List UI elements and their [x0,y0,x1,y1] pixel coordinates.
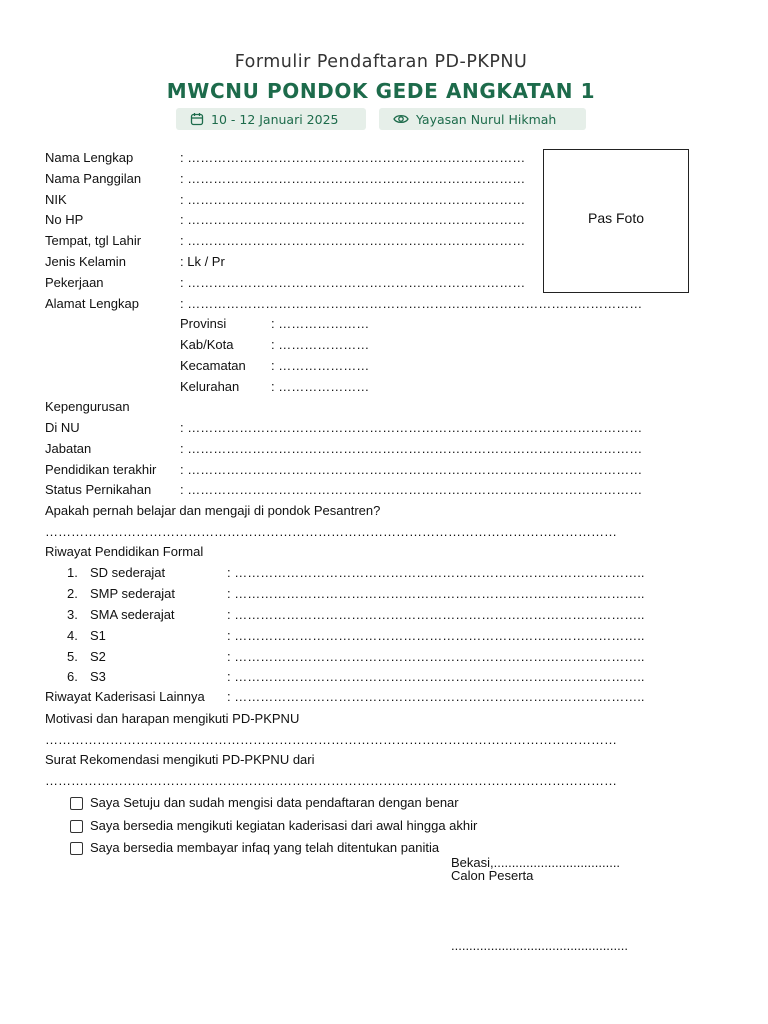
edu-number: 5. [67,649,78,664]
edu-number: 6. [67,669,78,684]
field-rekomendasi[interactable]: …………………………………………………………………………………………………………………… [45,773,617,788]
label-kepengurusan: Kepengurusan [45,399,130,414]
form-title: Formulir Pendaftaran PD-PKPNU [234,52,528,72]
label-jenis-kelamin: Jenis Kelamin [45,254,126,269]
field-jenis-kelamin[interactable]: : Lk / Pr [180,254,225,269]
field-alamat[interactable]: : …………………………………………………………………………………………… [180,296,643,311]
edu-field-s1[interactable]: : ………………………………………………………………………………….. [227,628,645,643]
label-pekerjaan: Pekerjaan [45,275,104,290]
signature-role: Calon Peserta [451,868,534,883]
label-kab-kota: Kab/Kota [180,337,234,352]
date-badge [176,108,366,130]
edu-field-sd[interactable]: : ………………………………………………………………………………….. [227,565,645,580]
label-provinsi: Provinsi [180,316,227,331]
field-di-nu[interactable]: : …………………………………………………………………………………………… [180,420,643,435]
agreement-label-2: Saya bersedia mengikuti kegiatan kaderisasi dari awal hingga akhir [90,818,478,833]
label-kecamatan: Kecamatan [180,358,246,373]
calendar-icon [190,112,204,126]
label-no-hp: No HP [45,212,84,227]
form-subtitle: MWCNU PONDOK GEDE ANGKATAN 1 [166,79,596,103]
label-ttl: Tempat, tgl Lahir [45,233,142,248]
field-kaderisasi[interactable]: : ………………………………………………………………………………….. [227,689,645,704]
field-provinsi[interactable]: : ………………… [271,316,370,331]
photo-box[interactable] [543,149,689,293]
field-nik[interactable]: : …………………………………………………………………… [180,192,526,207]
edu-field-s3[interactable]: : ………………………………………………………………………………….. [227,669,645,684]
label-status: Status Pernikahan [45,482,152,497]
label-riwayat-formal: Riwayat Pendidikan Formal [45,544,204,559]
edu-label-sd: SD sederajat [90,565,166,580]
location-eye-icon [393,112,409,126]
label-motivasi: Motivasi dan harapan mengikuti PD-PKPNU [45,711,300,726]
field-kecamatan[interactable]: : ………………… [271,358,370,373]
edu-number: 3. [67,607,78,622]
signature-line[interactable]: ................................................. [451,938,628,953]
label-kaderisasi: Riwayat Kaderisasi Lainnya [45,689,205,704]
edu-label-s3: S3 [90,669,106,684]
edu-label-s1: S1 [90,628,106,643]
edu-number: 2. [67,586,78,601]
edu-label-smp: SMP sederajat [90,586,176,601]
label-jabatan: Jabatan [45,441,92,456]
agreement-checkbox-1[interactable] [70,797,83,810]
agreement-label-3: Saya bersedia membayar infaq yang telah ditentukan panitia [90,840,440,855]
field-status[interactable]: : …………………………………………………………………………………………… [180,482,643,497]
edu-field-s2[interactable]: : ………………………………………………………………………………….. [227,649,645,664]
edu-field-sma[interactable]: : ………………………………………………………………………………….. [227,607,645,622]
field-nama-lengkap[interactable]: : …………………………………………………………………… [180,150,526,165]
label-nama-panggilan: Nama Panggilan [45,171,142,186]
label-di-nu: Di NU [45,420,80,435]
signature-place-date[interactable]: Bekasi,................................... [451,855,621,870]
field-pendidikan[interactable]: : …………………………………………………………………………………………… [180,462,643,477]
agreement-checkbox-3[interactable] [70,842,83,855]
edu-field-smp[interactable]: : ………………………………………………………………………………….. [227,586,645,601]
field-nama-panggilan[interactable]: : …………………………………………………………………… [180,171,526,186]
venue-badge [379,108,586,130]
venue-text: Yayasan Nurul Hikmah [416,111,557,127]
label-pendidikan: Pendidikan terakhir [45,462,157,477]
label-kelurahan: Kelurahan [180,379,240,394]
agreement-label-1: Saya Setuju dan sudah mengisi data pendaftaran dengan benar [90,795,459,810]
edu-number: 4. [67,628,78,643]
field-ttl[interactable]: : …………………………………………………………………… [180,233,526,248]
field-pesantren[interactable]: …………………………………………………………………………………………………………………… [45,524,617,539]
label-rekomendasi: Surat Rekomendasi mengikuti PD-PKPNU dari [45,752,315,767]
edu-label-s2: S2 [90,649,106,664]
photo-label: Pas Foto [587,210,645,226]
field-pekerjaan[interactable]: : …………………………………………………………………… [180,275,526,290]
field-motivasi[interactable]: …………………………………………………………………………………………………………………… [45,732,617,747]
field-jabatan[interactable]: : …………………………………………………………………………………………… [180,441,643,456]
date-text: 10 - 12 Januari 2025 [211,111,339,127]
label-pesantren-question: Apakah pernah belajar dan mengaji di pondok Pesantren? [45,503,381,518]
agreement-checkbox-2[interactable] [70,820,83,833]
field-kelurahan[interactable]: : ………………… [271,379,370,394]
label-alamat: Alamat Lengkap [45,296,139,311]
edu-label-sma: SMA sederajat [90,607,175,622]
field-kab-kota[interactable]: : ………………… [271,337,370,352]
field-no-hp[interactable]: : …………………………………………………………………… [180,212,526,227]
label-nama-lengkap: Nama Lengkap [45,150,134,165]
edu-number: 1. [67,565,78,580]
label-nik: NIK [45,192,67,207]
